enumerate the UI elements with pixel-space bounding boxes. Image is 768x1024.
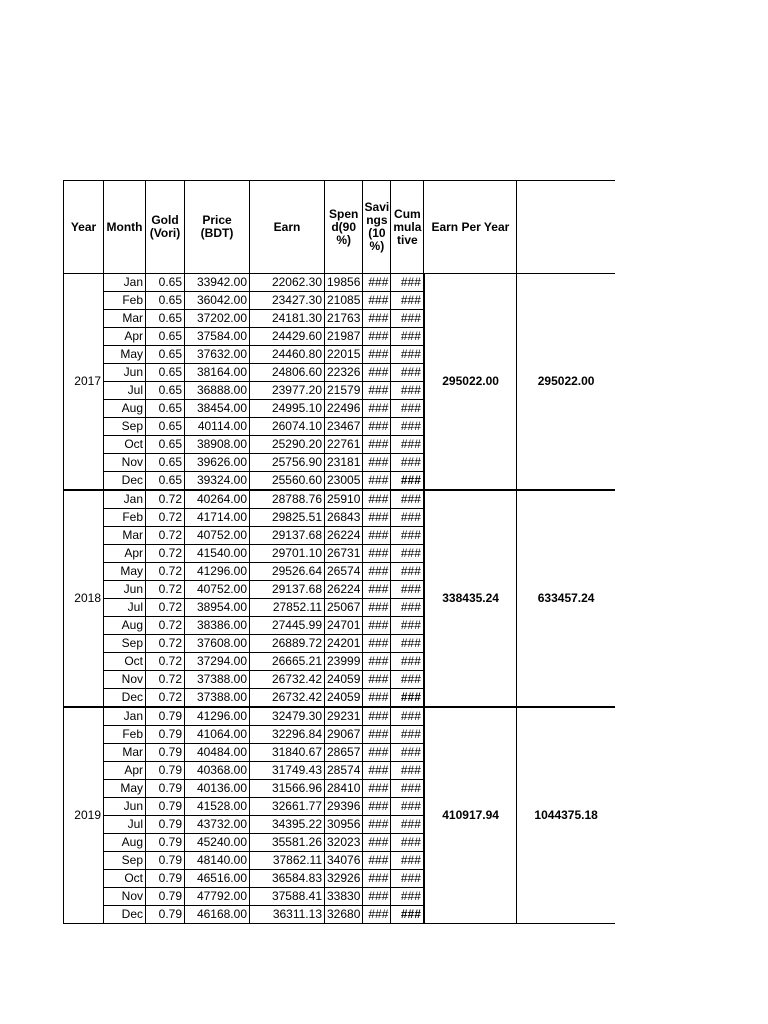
earn-cell[interactable]: 31749.43: [250, 762, 325, 780]
month-cell[interactable]: May: [104, 780, 146, 798]
savings-cell[interactable]: ###: [363, 816, 391, 834]
price-cell[interactable]: 37632.00: [185, 346, 250, 364]
earn-cell[interactable]: 36584.83: [250, 870, 325, 888]
savings-cell[interactable]: ###: [363, 472, 391, 491]
earn-cell[interactable]: 29137.68: [250, 527, 325, 545]
gold-cell[interactable]: 0.79: [146, 780, 185, 798]
spend-cell[interactable]: 32023: [325, 834, 363, 852]
spend-cell[interactable]: 34076: [325, 852, 363, 870]
month-cell[interactable]: Aug: [104, 834, 146, 852]
spend-cell[interactable]: 19856: [325, 274, 363, 292]
gold-cell[interactable]: 0.79: [146, 744, 185, 762]
gold-cell[interactable]: 0.65: [146, 364, 185, 382]
cumulative-cell[interactable]: ###: [391, 400, 424, 418]
spend-cell[interactable]: 21579: [325, 382, 363, 400]
header-gold[interactable]: Gold (Vori): [146, 181, 185, 274]
gold-cell[interactable]: 0.72: [146, 653, 185, 671]
price-cell[interactable]: 46516.00: [185, 870, 250, 888]
earn-cell[interactable]: 22062.30: [250, 274, 325, 292]
spend-cell[interactable]: 24701: [325, 617, 363, 635]
earn-cell[interactable]: 37862.11: [250, 852, 325, 870]
price-cell[interactable]: 41540.00: [185, 545, 250, 563]
savings-cell[interactable]: ###: [363, 635, 391, 653]
gold-cell[interactable]: 0.72: [146, 689, 185, 708]
month-cell[interactable]: Jun: [104, 581, 146, 599]
month-cell[interactable]: Nov: [104, 454, 146, 472]
cumulative-cell[interactable]: ###: [391, 545, 424, 563]
header-cumulative[interactable]: Cum mula tive: [391, 181, 424, 274]
cumulative-cell[interactable]: ###: [391, 472, 424, 491]
price-cell[interactable]: 37584.00: [185, 328, 250, 346]
header-row: [64, 181, 615, 274]
spend-cell[interactable]: 29067: [325, 726, 363, 744]
earn-cell[interactable]: 31566.96: [250, 780, 325, 798]
savings-cell[interactable]: ###: [363, 726, 391, 744]
earn-cell[interactable]: 24806.60: [250, 364, 325, 382]
earn-cell[interactable]: 26889.72: [250, 635, 325, 653]
savings-cell[interactable]: ###: [363, 418, 391, 436]
month-cell[interactable]: Mar: [104, 310, 146, 328]
month-cell[interactable]: May: [104, 563, 146, 581]
price-cell[interactable]: 40368.00: [185, 762, 250, 780]
savings-cell[interactable]: ###: [363, 310, 391, 328]
price-cell[interactable]: 38454.00: [185, 400, 250, 418]
spend-cell[interactable]: 25067: [325, 599, 363, 617]
cumulative-cell[interactable]: ###: [391, 310, 424, 328]
cumulative-cell[interactable]: ###: [391, 454, 424, 472]
gold-cell[interactable]: 0.72: [146, 617, 185, 635]
price-cell[interactable]: 40752.00: [185, 527, 250, 545]
savings-cell[interactable]: ###: [363, 744, 391, 762]
gold-cell[interactable]: 0.79: [146, 834, 185, 852]
month-cell[interactable]: Apr: [104, 762, 146, 780]
spend-cell[interactable]: 33830: [325, 888, 363, 906]
spend-cell[interactable]: 23005: [325, 472, 363, 491]
savings-cell[interactable]: ###: [363, 653, 391, 671]
cumulative-cell[interactable]: ###: [391, 274, 424, 292]
earn-per-year-cell[interactable]: 295022.00: [424, 274, 517, 491]
earn-cell[interactable]: 24429.60: [250, 328, 325, 346]
spend-cell[interactable]: 23467: [325, 418, 363, 436]
spend-cell[interactable]: 29231: [325, 707, 363, 726]
savings-cell[interactable]: ###: [363, 870, 391, 888]
earn-cell[interactable]: 27852.11: [250, 599, 325, 617]
month-cell[interactable]: Mar: [104, 744, 146, 762]
month-cell[interactable]: Mar: [104, 527, 146, 545]
gold-earnings-table: [63, 180, 615, 924]
cumulative-cell[interactable]: ###: [391, 563, 424, 581]
gold-cell[interactable]: 0.65: [146, 454, 185, 472]
spend-cell[interactable]: 24059: [325, 671, 363, 689]
table-row: [64, 274, 615, 292]
cumulative-cell[interactable]: ###: [391, 888, 424, 906]
spend-cell[interactable]: 26731: [325, 545, 363, 563]
spend-cell[interactable]: 22326: [325, 364, 363, 382]
cumulative-cell[interactable]: ###: [391, 599, 424, 617]
earn-cell[interactable]: 32479.30: [250, 707, 325, 726]
earn-cell[interactable]: 26732.42: [250, 689, 325, 708]
year-cell[interactable]: 2018: [64, 490, 104, 707]
spend-cell[interactable]: 21763: [325, 310, 363, 328]
cumulative-cell[interactable]: ###: [391, 852, 424, 870]
spend-cell[interactable]: 22015: [325, 346, 363, 364]
month-cell[interactable]: Nov: [104, 888, 146, 906]
spend-cell[interactable]: 26224: [325, 527, 363, 545]
price-cell[interactable]: 41528.00: [185, 798, 250, 816]
savings-cell[interactable]: ###: [363, 852, 391, 870]
spend-cell[interactable]: 21085: [325, 292, 363, 310]
price-cell[interactable]: 37294.00: [185, 653, 250, 671]
earn-cell[interactable]: 24995.10: [250, 400, 325, 418]
gold-cell[interactable]: 0.79: [146, 762, 185, 780]
spend-cell[interactable]: 22761: [325, 436, 363, 454]
month-cell[interactable]: Jun: [104, 798, 146, 816]
savings-cell[interactable]: ###: [363, 364, 391, 382]
gold-cell[interactable]: 0.72: [146, 545, 185, 563]
month-cell[interactable]: Feb: [104, 292, 146, 310]
price-cell[interactable]: 39626.00: [185, 454, 250, 472]
month-cell[interactable]: Jan: [104, 490, 146, 509]
month-cell[interactable]: Feb: [104, 726, 146, 744]
earn-cell[interactable]: 28788.76: [250, 490, 325, 509]
spend-cell[interactable]: 23181: [325, 454, 363, 472]
earn-per-year-cell[interactable]: 338435.24: [424, 490, 517, 707]
gold-cell[interactable]: 0.65: [146, 472, 185, 491]
price-cell[interactable]: 38386.00: [185, 617, 250, 635]
gold-cell[interactable]: 0.65: [146, 418, 185, 436]
cumulative-cell[interactable]: ###: [391, 346, 424, 364]
header-spend[interactable]: Spen d(90 %): [325, 181, 363, 274]
gold-cell[interactable]: 0.65: [146, 292, 185, 310]
earn-cell[interactable]: 35581.26: [250, 834, 325, 852]
earn-cell[interactable]: 29825.51: [250, 509, 325, 527]
earn-cell[interactable]: 24460.80: [250, 346, 325, 364]
gold-cell[interactable]: 0.79: [146, 726, 185, 744]
spend-cell[interactable]: 24201: [325, 635, 363, 653]
table-body: [64, 274, 615, 924]
gold-cell[interactable]: 0.79: [146, 816, 185, 834]
spend-cell[interactable]: 32926: [325, 870, 363, 888]
earn-cell[interactable]: 29701.10: [250, 545, 325, 563]
gold-cell[interactable]: 0.72: [146, 563, 185, 581]
price-cell[interactable]: 43732.00: [185, 816, 250, 834]
cumulative-cell[interactable]: ###: [391, 816, 424, 834]
price-cell[interactable]: 38164.00: [185, 364, 250, 382]
month-cell[interactable]: Oct: [104, 870, 146, 888]
gold-cell[interactable]: 0.65: [146, 310, 185, 328]
savings-cell[interactable]: ###: [363, 436, 391, 454]
month-cell[interactable]: Nov: [104, 671, 146, 689]
savings-cell[interactable]: ###: [363, 906, 391, 924]
cumulative-cell[interactable]: ###: [391, 635, 424, 653]
header-year[interactable]: Year: [64, 181, 104, 274]
month-cell[interactable]: Sep: [104, 418, 146, 436]
earn-cell[interactable]: 32296.84: [250, 726, 325, 744]
cumulative-cell[interactable]: ###: [391, 490, 424, 509]
month-cell[interactable]: Dec: [104, 689, 146, 708]
savings-cell[interactable]: ###: [363, 563, 391, 581]
cumulative-cell[interactable]: ###: [391, 382, 424, 400]
savings-cell[interactable]: ###: [363, 599, 391, 617]
price-cell[interactable]: 41296.00: [185, 707, 250, 726]
cumulative-cell[interactable]: ###: [391, 689, 424, 708]
price-cell[interactable]: 33942.00: [185, 274, 250, 292]
cumulative-cell[interactable]: ###: [391, 906, 424, 924]
spend-cell[interactable]: 26574: [325, 563, 363, 581]
gold-cell[interactable]: 0.79: [146, 888, 185, 906]
savings-cell[interactable]: ###: [363, 762, 391, 780]
earn-cell[interactable]: 25756.90: [250, 454, 325, 472]
cumulative-cell[interactable]: ###: [391, 653, 424, 671]
price-cell[interactable]: 41064.00: [185, 726, 250, 744]
earn-cell[interactable]: 25560.60: [250, 472, 325, 491]
spend-cell[interactable]: 22496: [325, 400, 363, 418]
month-cell[interactable]: Jan: [104, 274, 146, 292]
savings-cell[interactable]: ###: [363, 292, 391, 310]
month-cell[interactable]: Dec: [104, 472, 146, 491]
earn-cell[interactable]: 26665.21: [250, 653, 325, 671]
cumulative-cell[interactable]: ###: [391, 527, 424, 545]
cumulative-cell[interactable]: ###: [391, 509, 424, 527]
header-savings[interactable]: Savi ngs (10 %): [363, 181, 391, 274]
gold-cell[interactable]: 0.72: [146, 509, 185, 527]
header-extra[interactable]: [517, 181, 615, 274]
cumulative-cell[interactable]: ###: [391, 834, 424, 852]
month-cell[interactable]: Jan: [104, 707, 146, 726]
cumulative-total-cell[interactable]: 295022.00: [517, 274, 615, 491]
spend-cell[interactable]: 23999: [325, 653, 363, 671]
earn-cell[interactable]: 36311.13: [250, 906, 325, 924]
savings-cell[interactable]: ###: [363, 671, 391, 689]
month-cell[interactable]: May: [104, 346, 146, 364]
gold-cell[interactable]: 0.65: [146, 400, 185, 418]
month-cell[interactable]: Jun: [104, 364, 146, 382]
month-cell[interactable]: Sep: [104, 635, 146, 653]
spend-cell[interactable]: 21987: [325, 328, 363, 346]
price-cell[interactable]: 37202.00: [185, 310, 250, 328]
cumulative-cell[interactable]: ###: [391, 707, 424, 726]
price-cell[interactable]: 40136.00: [185, 780, 250, 798]
year-cell[interactable]: 2017: [64, 274, 104, 491]
earn-cell[interactable]: 37588.41: [250, 888, 325, 906]
gold-cell[interactable]: 0.79: [146, 906, 185, 924]
month-cell[interactable]: Oct: [104, 653, 146, 671]
savings-cell[interactable]: ###: [363, 527, 391, 545]
earn-cell[interactable]: 34395.22: [250, 816, 325, 834]
savings-cell[interactable]: ###: [363, 617, 391, 635]
cumulative-cell[interactable]: ###: [391, 436, 424, 454]
year-cell[interactable]: 2019: [64, 707, 104, 924]
month-cell[interactable]: Aug: [104, 400, 146, 418]
spend-cell[interactable]: 24059: [325, 689, 363, 708]
gold-cell[interactable]: 0.72: [146, 635, 185, 653]
gold-cell[interactable]: 0.65: [146, 382, 185, 400]
savings-cell[interactable]: ###: [363, 834, 391, 852]
price-cell[interactable]: 46168.00: [185, 906, 250, 924]
price-cell[interactable]: 48140.00: [185, 852, 250, 870]
price-cell[interactable]: 37388.00: [185, 671, 250, 689]
savings-cell[interactable]: ###: [363, 707, 391, 726]
month-cell[interactable]: Dec: [104, 906, 146, 924]
spend-cell[interactable]: 26843: [325, 509, 363, 527]
cumulative-cell[interactable]: ###: [391, 617, 424, 635]
savings-cell[interactable]: ###: [363, 780, 391, 798]
cumulative-cell[interactable]: ###: [391, 726, 424, 744]
spend-cell[interactable]: 25910: [325, 490, 363, 509]
gold-cell[interactable]: 0.72: [146, 490, 185, 509]
cumulative-cell[interactable]: ###: [391, 671, 424, 689]
price-cell[interactable]: 36042.00: [185, 292, 250, 310]
gold-cell[interactable]: 0.79: [146, 798, 185, 816]
month-cell[interactable]: Apr: [104, 328, 146, 346]
price-cell[interactable]: 37388.00: [185, 689, 250, 708]
savings-cell[interactable]: ###: [363, 689, 391, 708]
cumulative-total-cell[interactable]: 1044375.18: [517, 707, 615, 924]
gold-cell[interactable]: 0.65: [146, 328, 185, 346]
header-month[interactable]: Month: [104, 181, 146, 274]
spend-cell[interactable]: 28657: [325, 744, 363, 762]
earn-cell[interactable]: 32661.77: [250, 798, 325, 816]
price-cell[interactable]: 40264.00: [185, 490, 250, 509]
header-earn[interactable]: Earn: [250, 181, 325, 274]
earn-cell[interactable]: 24181.30: [250, 310, 325, 328]
header-earn-per-year[interactable]: Earn Per Year: [424, 181, 517, 274]
gold-cell[interactable]: 0.79: [146, 707, 185, 726]
gold-cell[interactable]: 0.72: [146, 527, 185, 545]
earn-cell[interactable]: 23427.30: [250, 292, 325, 310]
table-row: [64, 490, 615, 509]
earn-per-year-cell[interactable]: 410917.94: [424, 707, 517, 924]
month-cell[interactable]: Jul: [104, 382, 146, 400]
price-cell[interactable]: 47792.00: [185, 888, 250, 906]
savings-cell[interactable]: ###: [363, 509, 391, 527]
cumulative-cell[interactable]: ###: [391, 418, 424, 436]
price-cell[interactable]: 38908.00: [185, 436, 250, 454]
earn-cell[interactable]: 29137.68: [250, 581, 325, 599]
spend-cell[interactable]: 26224: [325, 581, 363, 599]
month-cell[interactable]: Aug: [104, 617, 146, 635]
month-cell[interactable]: Jul: [104, 816, 146, 834]
gold-cell[interactable]: 0.65: [146, 436, 185, 454]
gold-cell[interactable]: 0.79: [146, 870, 185, 888]
savings-cell[interactable]: ###: [363, 400, 391, 418]
savings-cell[interactable]: ###: [363, 490, 391, 509]
cumulative-cell[interactable]: ###: [391, 798, 424, 816]
gold-cell[interactable]: 0.65: [146, 274, 185, 292]
price-cell[interactable]: 45240.00: [185, 834, 250, 852]
earn-cell[interactable]: 29526.64: [250, 563, 325, 581]
spend-cell[interactable]: 29396: [325, 798, 363, 816]
earn-cell[interactable]: 26732.42: [250, 671, 325, 689]
savings-cell[interactable]: ###: [363, 274, 391, 292]
cumulative-cell[interactable]: ###: [391, 364, 424, 382]
month-cell[interactable]: Feb: [104, 509, 146, 527]
earn-cell[interactable]: 25290.20: [250, 436, 325, 454]
earn-cell[interactable]: 31840.67: [250, 744, 325, 762]
price-cell[interactable]: 39324.00: [185, 472, 250, 491]
price-cell[interactable]: 40114.00: [185, 418, 250, 436]
spend-cell[interactable]: 30956: [325, 816, 363, 834]
cumulative-cell[interactable]: ###: [391, 780, 424, 798]
gold-cell[interactable]: 0.72: [146, 599, 185, 617]
table-row: [64, 707, 615, 726]
spend-cell[interactable]: 28574: [325, 762, 363, 780]
cumulative-cell[interactable]: ###: [391, 762, 424, 780]
savings-cell[interactable]: ###: [363, 328, 391, 346]
month-cell[interactable]: Apr: [104, 545, 146, 563]
cumulative-cell[interactable]: ###: [391, 292, 424, 310]
savings-cell[interactable]: ###: [363, 798, 391, 816]
month-cell[interactable]: Jul: [104, 599, 146, 617]
header-price[interactable]: Price (BDT): [185, 181, 250, 274]
savings-cell[interactable]: ###: [363, 581, 391, 599]
gold-cell[interactable]: 0.79: [146, 852, 185, 870]
cumulative-cell[interactable]: ###: [391, 581, 424, 599]
price-cell[interactable]: 40752.00: [185, 581, 250, 599]
month-cell[interactable]: Oct: [104, 436, 146, 454]
price-cell[interactable]: 41714.00: [185, 509, 250, 527]
earn-cell[interactable]: 26074.10: [250, 418, 325, 436]
savings-cell[interactable]: ###: [363, 888, 391, 906]
month-cell[interactable]: Sep: [104, 852, 146, 870]
earn-cell[interactable]: 23977.20: [250, 382, 325, 400]
savings-cell[interactable]: ###: [363, 454, 391, 472]
gold-cell[interactable]: 0.72: [146, 581, 185, 599]
price-cell[interactable]: 40484.00: [185, 744, 250, 762]
gold-cell[interactable]: 0.72: [146, 671, 185, 689]
spend-cell[interactable]: 32680: [325, 906, 363, 924]
cumulative-cell[interactable]: ###: [391, 328, 424, 346]
cumulative-cell[interactable]: ###: [391, 870, 424, 888]
cumulative-total-cell[interactable]: 633457.24: [517, 490, 615, 707]
earn-cell[interactable]: 27445.99: [250, 617, 325, 635]
cumulative-cell[interactable]: ###: [391, 744, 424, 762]
spend-cell[interactable]: 28410: [325, 780, 363, 798]
price-cell[interactable]: 37608.00: [185, 635, 250, 653]
price-cell[interactable]: 36888.00: [185, 382, 250, 400]
price-cell[interactable]: 41296.00: [185, 563, 250, 581]
savings-cell[interactable]: ###: [363, 545, 391, 563]
gold-cell[interactable]: 0.65: [146, 346, 185, 364]
savings-cell[interactable]: ###: [363, 382, 391, 400]
price-cell[interactable]: 38954.00: [185, 599, 250, 617]
savings-cell[interactable]: ###: [363, 346, 391, 364]
